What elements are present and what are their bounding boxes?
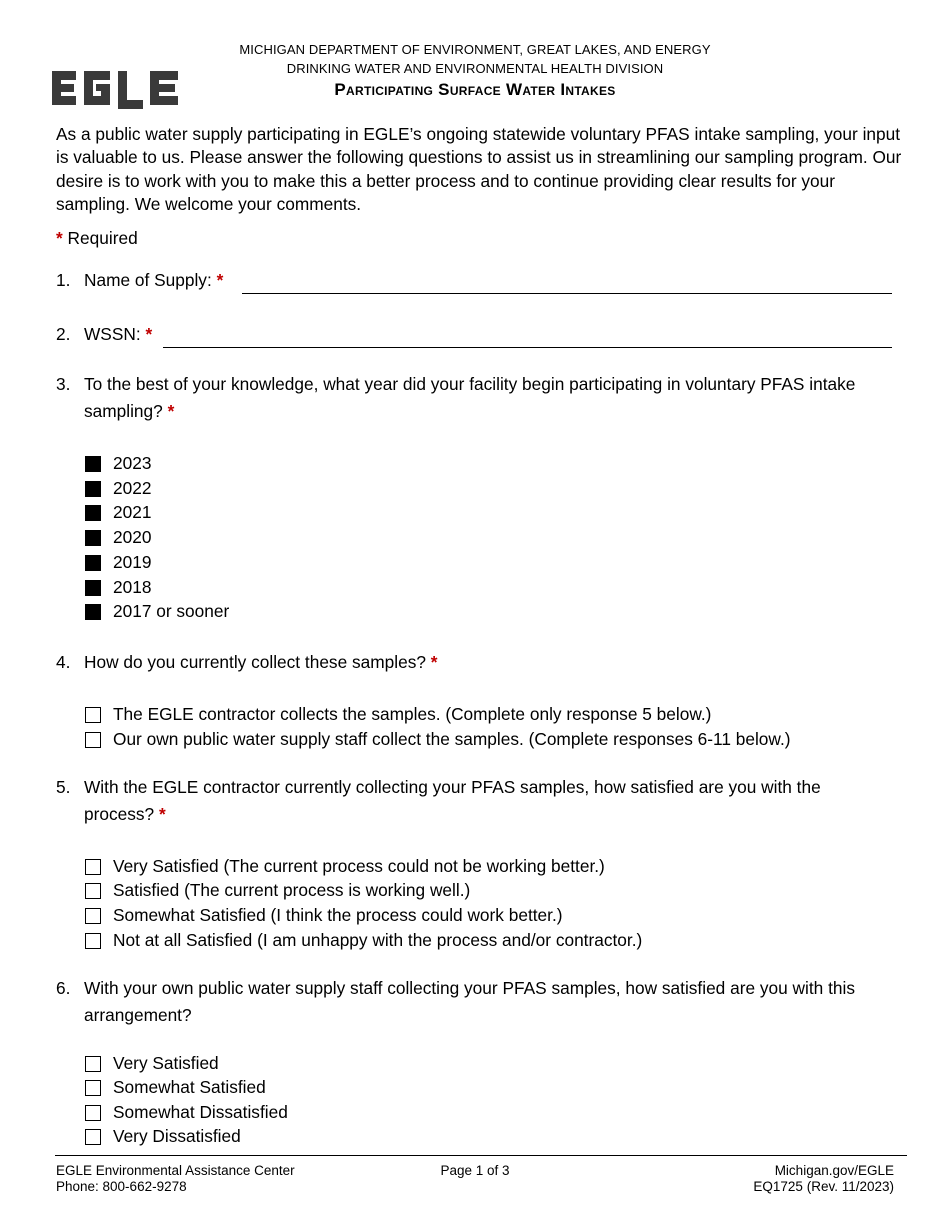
agency-name: MICHIGAN DEPARTMENT OF ENVIRONMENT, GREAT LAKES, AND ENERGY [239, 42, 711, 57]
option-label: Very Satisfied (The current process could not be working better.) [113, 856, 605, 876]
option-label: 2019 [113, 552, 152, 572]
supply-name-field[interactable] [242, 292, 892, 294]
page-number: Page 1 of 3 [440, 1163, 510, 1178]
option-year[interactable] [85, 527, 151, 547]
question-text: To the best of your knowledge, what year did your facility begin participating in voluntary PFAS intake sampling? [84, 374, 856, 421]
option-year[interactable] [85, 478, 151, 498]
question-text: With the EGLE contractor currently collecting your PFAS samples, how satisfied are you with the process? [84, 777, 821, 824]
website-link[interactable]: Michigan.gov/EGLE [774, 1163, 894, 1178]
option-label: Somewhat Satisfied (I think the process could work better.) [113, 905, 563, 925]
intro-paragraph: As a public water supply participating in EGLE’s ongoing statewide voluntary PFAS intake sampling, your input is valuable to us. Please answer the following questions to assist us in streamlining our sampling program. Our desire is to work with you to make this a better process and to continue providing clear results for your sampling. We welcome your comments. [56, 124, 902, 215]
option-year[interactable] [85, 601, 229, 621]
option-year[interactable] [85, 577, 151, 597]
option-year[interactable] [85, 552, 151, 572]
option-satisfaction[interactable] [85, 905, 563, 925]
form-id: EQ1725 (Rev. 11/2023) [753, 1179, 894, 1194]
option-label: 2018 [113, 577, 152, 597]
checkbox[interactable] [85, 555, 101, 571]
question-5 [56, 774, 896, 830]
option-label: 2020 [113, 527, 152, 547]
question-number: 2. [56, 324, 71, 344]
option-staff-satisfaction[interactable] [85, 1126, 241, 1146]
option-label: Satisfied (The current process is working well.) [113, 880, 471, 900]
question-text: Name of Supply: [84, 270, 212, 290]
checkbox[interactable] [85, 883, 101, 899]
footer-divider [55, 1155, 907, 1156]
required-asterisk: * [56, 228, 63, 248]
option-label: Our own public water supply staff collect the samples. (Complete responses 6-11 below.) [113, 729, 791, 749]
checkbox[interactable] [85, 1056, 101, 1072]
checkbox[interactable] [85, 604, 101, 620]
option-label: The EGLE contractor collects the samples. (Complete only response 5 below.) [113, 704, 712, 724]
wssn-field[interactable] [163, 346, 892, 348]
required-note [56, 228, 138, 249]
option-satisfaction[interactable] [85, 880, 470, 900]
option-label: 2021 [113, 502, 152, 522]
checkbox[interactable] [85, 732, 101, 748]
question-4 [56, 649, 896, 676]
question-number: 6. [56, 978, 71, 998]
question-2 [56, 321, 896, 348]
option-label: Not at all Satisfied (I am unhappy with the process and/or contractor.) [113, 930, 643, 950]
checkbox[interactable] [85, 1129, 101, 1145]
checkbox[interactable] [85, 707, 101, 723]
required-asterisk: * [216, 270, 224, 290]
required-asterisk: * [430, 652, 438, 672]
option-collection-method[interactable] [85, 729, 791, 749]
required-asterisk: * [158, 804, 166, 824]
option-label: Very Satisfied [113, 1053, 219, 1073]
question-3 [56, 371, 896, 427]
question-number: 5. [56, 777, 71, 797]
checkbox[interactable] [85, 908, 101, 924]
option-year[interactable] [85, 453, 151, 473]
question-text: With your own public water supply staff collecting your PFAS samples, how satisfied are you with this arrangement? [84, 978, 855, 1025]
required-asterisk: * [145, 324, 153, 344]
option-label: 2023 [113, 453, 152, 473]
required-asterisk: * [167, 401, 175, 421]
option-year[interactable] [85, 502, 151, 522]
required-label: Required [67, 228, 138, 248]
checkbox[interactable] [85, 505, 101, 521]
checkbox[interactable] [85, 1105, 101, 1121]
checkbox[interactable] [85, 580, 101, 596]
option-staff-satisfaction[interactable] [85, 1077, 266, 1097]
option-staff-satisfaction[interactable] [85, 1102, 288, 1122]
form-title: Participating Surface Water Intakes [334, 80, 616, 99]
checkbox[interactable] [85, 530, 101, 546]
checkbox[interactable] [85, 859, 101, 875]
option-label: 2017 or sooner [113, 601, 230, 621]
option-label: 2022 [113, 478, 152, 498]
question-number: 4. [56, 652, 71, 672]
phone-number: Phone: 800-662-9278 [56, 1179, 187, 1194]
footer-right [753, 1163, 894, 1195]
checkbox[interactable] [85, 481, 101, 497]
option-label: Very Dissatisfied [113, 1126, 241, 1146]
question-number: 1. [56, 270, 71, 290]
question-text: How do you currently collect these samples? [84, 652, 426, 672]
option-satisfaction[interactable] [85, 930, 642, 950]
question-1 [56, 267, 896, 294]
option-label: Somewhat Dissatisfied [113, 1102, 288, 1122]
question-number: 3. [56, 374, 71, 394]
option-staff-satisfaction[interactable] [85, 1053, 219, 1073]
checkbox[interactable] [85, 1080, 101, 1096]
checkbox[interactable] [85, 933, 101, 949]
center-name: EGLE Environmental Assistance Center [56, 1163, 295, 1178]
question-text: WSSN: [84, 324, 141, 344]
option-collection-method[interactable] [85, 704, 711, 724]
checkbox[interactable] [85, 456, 101, 472]
option-satisfaction[interactable] [85, 856, 605, 876]
division-name: DRINKING WATER AND ENVIRONMENTAL HEALTH DIVISION [286, 61, 664, 76]
question-6 [56, 975, 896, 1031]
option-label: Somewhat Satisfied [113, 1077, 266, 1097]
